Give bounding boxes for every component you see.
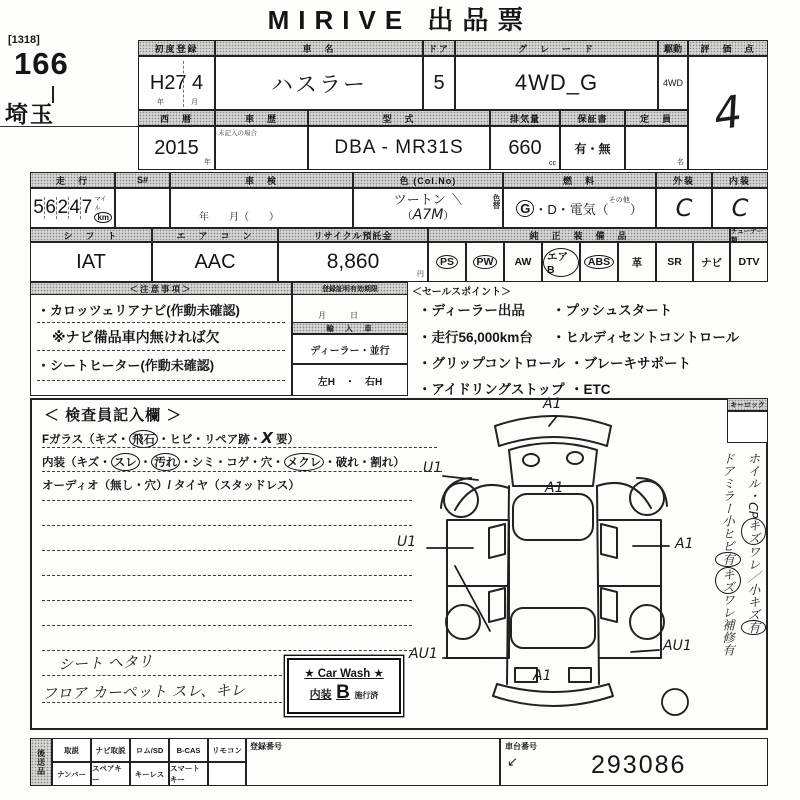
notes-header: ＜注意事項＞ bbox=[30, 282, 292, 295]
recycle-deposit-value: 8,860 円 bbox=[278, 242, 428, 282]
chassis-number: 293086 bbox=[591, 751, 687, 779]
note-line: ・カロッツェリアナビ(作動未確認) bbox=[37, 303, 240, 318]
equipment-pw: PW bbox=[466, 242, 504, 282]
color-code-handwritten: A7M bbox=[412, 206, 444, 223]
damage-code-left-door: U1 bbox=[397, 534, 417, 550]
damage-code-right-rear: AU1 bbox=[663, 638, 692, 654]
fuel-cell: G ・D・電気（ その他 ） bbox=[503, 188, 656, 228]
equipment-airbag: エアB bbox=[542, 242, 580, 282]
sales-point: ・ETC bbox=[570, 382, 611, 397]
capacity-header: 定 員 bbox=[625, 110, 688, 126]
equipment-leather: 革 bbox=[618, 242, 656, 282]
equipment-aw: AW bbox=[504, 242, 542, 282]
equipment-dtv: DTV bbox=[730, 242, 768, 282]
damage-code-hood: A1 bbox=[545, 480, 564, 496]
grade-value: 4WD_G bbox=[455, 56, 658, 110]
registration-number-cell: 登録番号 bbox=[246, 738, 500, 786]
item-keyless: キーレス bbox=[130, 762, 169, 786]
fglass-x-handwritten: X bbox=[261, 429, 273, 447]
mileage-digit: 4 bbox=[69, 197, 81, 218]
car-diagram bbox=[385, 396, 730, 730]
model-code-header: 型 式 bbox=[308, 110, 490, 126]
history-cell bbox=[215, 126, 308, 170]
handle-side-cell: 左H ・ 右H bbox=[292, 364, 408, 396]
lot-number: 166 bbox=[14, 46, 69, 81]
displacement-value: 660 cc bbox=[490, 126, 560, 170]
car-name-header: 車 名 bbox=[215, 40, 423, 56]
year-header: 西 暦 bbox=[138, 110, 215, 126]
item-manual: 取説 bbox=[52, 738, 91, 762]
shift-header: シ フ ト bbox=[30, 228, 152, 242]
inspection-header: 車 検 bbox=[170, 172, 353, 188]
handwritten-carpet-note: フロア カーペット スレ、キレ bbox=[41, 681, 246, 703]
item-number-plate: ナンバー bbox=[52, 762, 91, 786]
item-rom-sd: ロム/SD bbox=[130, 738, 169, 762]
item-bcas: B-CAS bbox=[169, 738, 208, 762]
drive-value: 4WD bbox=[658, 56, 688, 110]
score-cell bbox=[688, 56, 768, 170]
inspector-header: ＜ 検査員記入欄 ＞ bbox=[44, 407, 183, 424]
item-smart-key: スマートキー bbox=[169, 762, 208, 786]
score-handwritten: 4 bbox=[710, 85, 746, 141]
interior-grade-cell: C bbox=[712, 188, 768, 228]
car-wash-box: ★ Car Wash ★ 内装 B 施行済 bbox=[287, 658, 401, 714]
prefecture-rule bbox=[0, 126, 138, 127]
color-header: 色 (Col.No) bbox=[353, 172, 503, 188]
audio-tire-line: オーディオ（無し・穴）/ タイヤ（スタッドレス） bbox=[42, 480, 300, 492]
capacity-cell: 名 bbox=[625, 126, 688, 170]
fuel-gasoline-circled: G bbox=[516, 200, 534, 217]
prefecture: 埼玉 bbox=[5, 101, 55, 127]
recycle-header: リサイクル預託金 bbox=[278, 228, 428, 242]
fglass-stonechip-circled: 飛石 bbox=[129, 430, 158, 448]
first-registration-header: 初度登録 bbox=[138, 40, 215, 56]
first-reg-month-label: 月 bbox=[191, 99, 198, 106]
damage-code-rear: A1 bbox=[533, 668, 552, 684]
drive-header: 駆動 bbox=[658, 40, 688, 56]
registration-expiry-header: 登録証明有効期限 bbox=[292, 282, 408, 295]
exterior-grade-cell: C bbox=[656, 188, 712, 228]
aircon-header: エ ア コ ン bbox=[152, 228, 278, 242]
mileage-digit: 2 bbox=[57, 197, 69, 218]
chassis-number-cell: 車台番号 ↙ 293086 bbox=[500, 738, 768, 786]
equipment-sunroof: SR bbox=[656, 242, 693, 282]
item-navi-manual: ナビ取説 bbox=[91, 738, 130, 762]
month-day-label: 月 日 bbox=[318, 311, 358, 320]
handwritten-arrow: ↙ bbox=[507, 755, 518, 770]
wheel-note: ホイル・CPキズワレ／小キズ有 bbox=[741, 452, 767, 724]
mirror-note: ドアミラー小ヒビ有キズワレ補修有 bbox=[715, 452, 741, 724]
inspection-cell: 年 月（ ） bbox=[170, 188, 353, 228]
sales-point: ・ヒルディセントコントロール bbox=[552, 330, 740, 345]
sheet-title: MIRIVE 出品票 bbox=[267, 5, 533, 35]
note-line: ※ナビ備品車内無ければ欠 bbox=[52, 329, 220, 345]
sales-point: ・走行56,000km台 bbox=[418, 330, 533, 345]
mileage-cell bbox=[30, 188, 115, 228]
doors-header: ドア bbox=[423, 40, 455, 56]
tuner-header: チューナー類 bbox=[730, 228, 768, 242]
exterior-header: 外装 bbox=[656, 172, 712, 188]
color-change-label: 色替 bbox=[492, 194, 501, 209]
sales-points-header: ＜セールスポイント＞ bbox=[412, 287, 512, 298]
car-wash-title: ★ Car Wash ★ bbox=[304, 668, 384, 680]
mileage-digit: 6 bbox=[45, 197, 56, 218]
item-spare-key: スペアキー bbox=[91, 762, 130, 786]
damage-code-left-fender: U1 bbox=[423, 460, 443, 476]
mileage-digit: 5 bbox=[33, 197, 44, 218]
interior-header: 内装 bbox=[712, 172, 768, 188]
shipped-items-label: 後送品 bbox=[30, 738, 52, 786]
equipment-ps: PS bbox=[428, 242, 466, 282]
handwritten-seat-note: シート ヘタリ bbox=[57, 652, 154, 674]
mileage-header: 走 行 bbox=[30, 172, 115, 188]
item-remote: リモコン bbox=[208, 738, 246, 762]
doors-value: 5 bbox=[423, 56, 455, 110]
warranty-header: 保証書 bbox=[560, 110, 625, 126]
color-checkmark: ＼ bbox=[449, 192, 463, 208]
front-glass-line: Fガラス（キズ・ 飛石 ・ヒビ・リペア跡・X 要） bbox=[42, 429, 300, 447]
fuel-header: 燃 料 bbox=[503, 172, 656, 188]
car-name-value: ハスラー bbox=[215, 56, 423, 110]
oem-equipment-header: 純 正 装 備 品 bbox=[428, 228, 730, 242]
equipment-abs: ABS bbox=[580, 242, 618, 282]
item-empty-cell bbox=[208, 762, 246, 786]
history-note: 未記入の場合 bbox=[218, 130, 257, 137]
shift-value: IAT bbox=[30, 242, 152, 282]
damage-code-right-door: A1 bbox=[675, 536, 694, 552]
warranty-value: 有・無 bbox=[560, 126, 625, 170]
first-reg-year-label: 年 bbox=[157, 99, 164, 106]
interior-condition-line: 内装（キズ・ スレ ・ 汚れ ・シミ・コゲ・穴・ メクレ ・破れ・割れ） bbox=[42, 453, 405, 471]
dealer-parallel-cell: ディーラー・並行 bbox=[292, 334, 408, 364]
car-wash-grade: B bbox=[336, 682, 350, 703]
s-number-header: S# bbox=[115, 172, 170, 188]
s-number-cell bbox=[115, 188, 170, 228]
year-value: 2015 年 bbox=[138, 126, 215, 170]
mileage-digit: 7 bbox=[81, 197, 93, 218]
bracket-number: [1318] bbox=[8, 34, 40, 46]
sales-point: ・グリップコントロール bbox=[418, 356, 566, 371]
equipment-navi: ナビ bbox=[693, 242, 730, 282]
keylock-cell bbox=[727, 411, 768, 443]
displacement-header: 排気量 bbox=[490, 110, 560, 126]
aircon-value: AAC bbox=[152, 242, 278, 282]
note-line: ・シートヒーター(作動未確認) bbox=[37, 358, 215, 373]
grade-header: グ レ ー ド bbox=[455, 40, 658, 56]
margin-vertical-notes bbox=[720, 452, 766, 724]
sales-point: ・ブレーキサポート bbox=[570, 356, 691, 371]
score-header: 評 価 点 bbox=[688, 40, 768, 56]
km-badge: マイル km bbox=[94, 194, 112, 223]
sales-point: ・プッシュスタート bbox=[552, 303, 673, 318]
import-car-header: 輸 入 車 bbox=[292, 322, 408, 334]
damage-code-front: A1 bbox=[543, 396, 562, 412]
first-registration-value: H27 4 年 月 bbox=[138, 56, 215, 110]
damage-code-left-rear: AU1 bbox=[409, 646, 438, 662]
sales-point: ・ディーラー出品 bbox=[418, 303, 525, 318]
sales-point: ・アイドリングストップ bbox=[418, 382, 565, 397]
color-cell: ツートン ＼ （A7M） 色替 bbox=[353, 188, 503, 228]
history-header: 車 歴 bbox=[215, 110, 308, 126]
model-code-value: DBA - MR31S bbox=[308, 126, 490, 170]
keylock-header: キーロック bbox=[727, 398, 768, 411]
